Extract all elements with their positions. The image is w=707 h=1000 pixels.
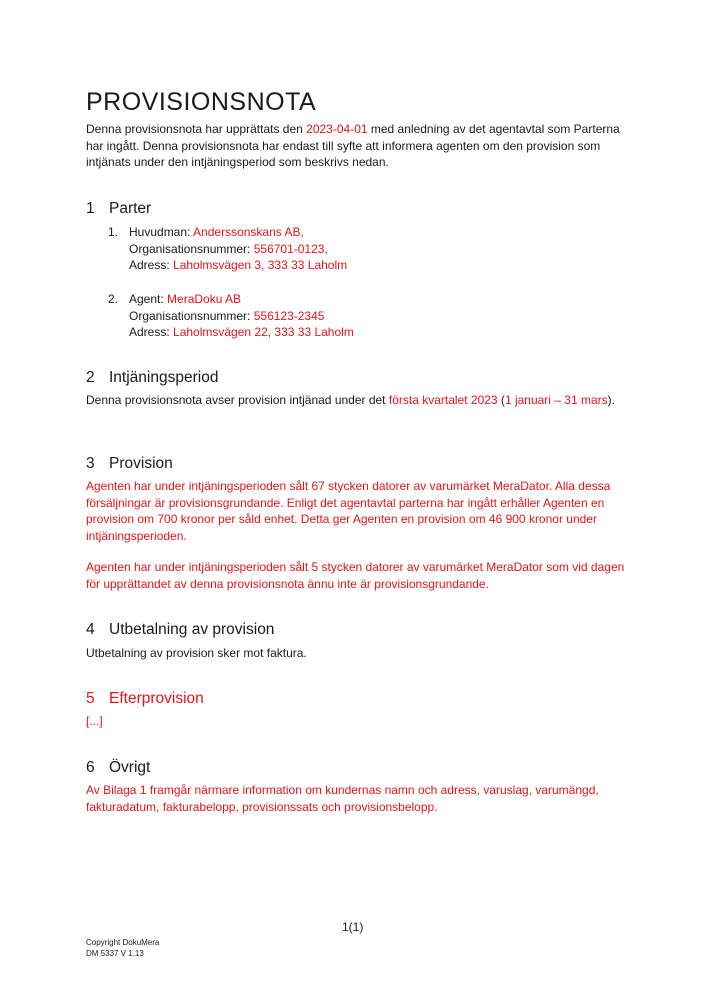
section-title: Provision xyxy=(109,455,173,472)
period-text-end: ). xyxy=(607,393,616,407)
document-date: 2023-04-01 xyxy=(306,122,368,136)
list-marker: 2. xyxy=(108,292,119,306)
party-role-line xyxy=(129,224,609,241)
section-heading-other xyxy=(86,759,150,777)
section-number: 6 xyxy=(86,759,95,776)
section-heading-payment xyxy=(86,621,274,639)
section-number: 4 xyxy=(86,621,95,638)
period-paragraph xyxy=(86,392,626,409)
principal-org-number: 556701-0123, xyxy=(253,241,328,256)
provision-paragraph-1: Agenten har under intjäningsperioden sålt 67 stycken datorer av varumärket MeraDator. Alla dessa försäljningar är provisionsgrundande. Enligt det agentavtal parterna har ingått erhåller Agenten en provision om 700 kronor per såld enhet. Detta ger Agenten en provision om 46 900 kronor under intjäningsperioden. xyxy=(86,479,611,543)
payment-paragraph: Utbetalning av provision sker mot faktura. xyxy=(86,646,307,660)
section-title: Intjäningsperiod xyxy=(109,369,219,386)
section-number: 3 xyxy=(86,455,95,472)
section-title: Utbetalning av provision xyxy=(109,621,275,638)
agent-name: MeraDoku AB xyxy=(167,292,242,306)
party-role-line xyxy=(129,291,609,308)
section-number: 1 xyxy=(86,200,95,217)
party-org-line xyxy=(129,241,609,258)
footer-copyright xyxy=(86,937,159,959)
other-paragraph: Av Bilaga 1 framgår närmare information om kundernas namn och adress, varuslag, varumängd, fakturadatum, fakturabelopp, provisionssats och provisionsbelopp. xyxy=(86,783,599,814)
section-title: Övrigt xyxy=(109,759,151,776)
copyright-text: Copyright DokuMera xyxy=(86,938,160,947)
address-label: Adress: xyxy=(129,258,174,272)
section-heading-parter xyxy=(86,200,151,218)
list-marker: 1. xyxy=(108,225,119,239)
principal-address: Laholmsvägen 3, 333 33 Laholm xyxy=(173,258,348,272)
section-title: Efterprovision xyxy=(109,690,204,707)
version-text: DM 5337 V 1.13 xyxy=(86,949,144,958)
section-title: Parter xyxy=(109,200,152,217)
section-heading-period xyxy=(86,369,218,387)
section-heading-provision xyxy=(86,455,173,473)
document-title: PROVISIONSNOTA xyxy=(86,88,317,116)
role-label: Agent: xyxy=(129,292,168,306)
party-address-line xyxy=(129,324,609,341)
section-heading-after-provision xyxy=(86,690,204,708)
section-number: 5 xyxy=(86,690,95,707)
section-number: 2 xyxy=(86,369,95,386)
intro-text-start: Denna provisionsnota har upprättats den xyxy=(86,122,307,136)
period-range: 1 januari – 31 mars xyxy=(504,393,608,407)
after-provision-paragraph: [...] xyxy=(86,714,103,728)
period-text-start: Denna provisionsnota avser provision intjänad under det xyxy=(86,393,389,407)
principal-name: Anderssonskans AB, xyxy=(193,225,304,239)
period-text-mid: ( xyxy=(497,393,505,407)
address-label: Adress: xyxy=(129,325,174,339)
role-label: Huvudman: xyxy=(129,225,194,239)
page-number: 1(1) xyxy=(342,920,364,934)
period-value: första kvartalet 2023 xyxy=(388,393,498,407)
intro-paragraph xyxy=(86,121,626,171)
party-org-line xyxy=(129,308,609,325)
org-label: Organisationsnummer: xyxy=(129,241,254,256)
agent-address: Laholmsvägen 22, 333 33 Laholm xyxy=(173,325,354,339)
provision-paragraph-2: Agenten har under intjäningsperioden sålt 5 stycken datorer av varumärket MeraDator som vid dagen för upprättandet av denna provisionsnota ännu inte är provisionsgrundande. xyxy=(86,560,625,591)
agent-org-number: 556123-2345 xyxy=(253,308,325,323)
intro-text-end: med anledning av det agentavtal som Parterna har ingått. Denna provisionsnota har endast till syfte att informera agenten om den provision som intjänats under den intjäningsperiod som beskrivs nedan. xyxy=(86,122,620,169)
party-address-line xyxy=(129,257,609,274)
org-label: Organisationsnummer: xyxy=(129,308,254,323)
